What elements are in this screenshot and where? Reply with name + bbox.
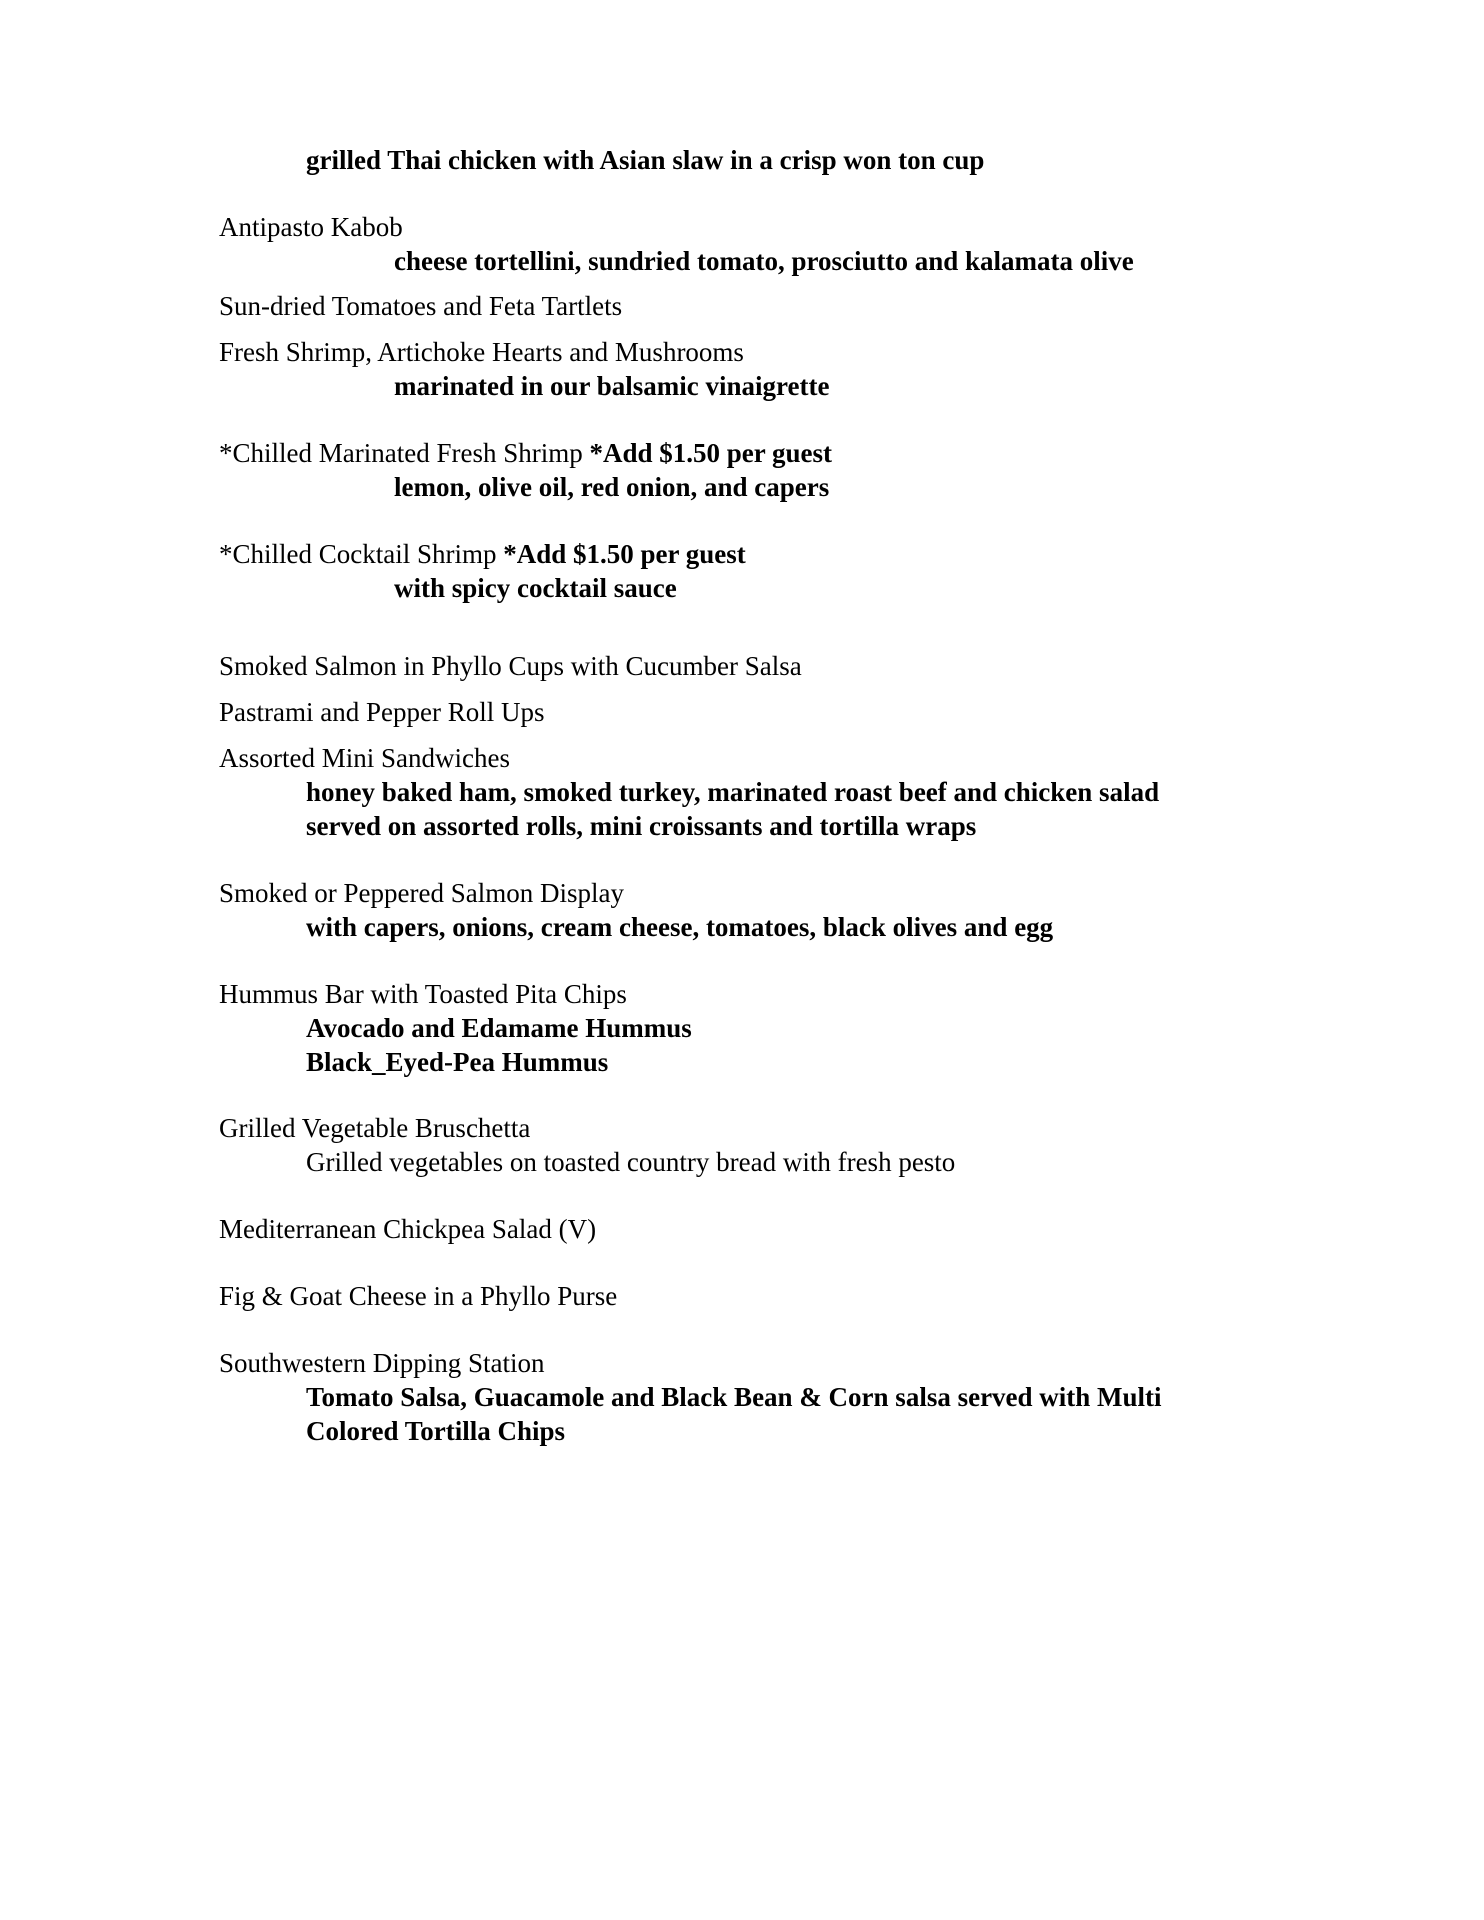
item-name: *Chilled Marinated Fresh Shrimp <box>219 438 590 468</box>
item-name: Smoked or Peppered Salmon Display <box>219 878 624 908</box>
item-description: Tomato Salsa, Guacamole and Black Bean & Corn salsa served with Multi <box>306 1382 1162 1412</box>
item-description: Black_Eyed-Pea Hummus <box>306 1047 609 1077</box>
item-name: Assorted Mini Sandwiches <box>219 743 510 773</box>
item-name: Antipasto Kabob <box>219 212 403 242</box>
item-description: with spicy cocktail sauce <box>394 573 677 603</box>
item-description: cheese tortellini, sundried tomato, prosciutto and kalamata olive <box>394 246 1134 276</box>
item-name: Mediterranean Chickpea Salad (V) <box>219 1214 597 1244</box>
item-name: Grilled Vegetable Bruschetta <box>219 1113 531 1143</box>
item-name: Fig & Goat Cheese in a Phyllo Purse <box>219 1281 618 1311</box>
item-name-line <box>219 436 832 470</box>
item-name: Fresh Shrimp, Artichoke Hearts and Mushrooms <box>219 337 744 367</box>
item-description: honey baked ham, smoked turkey, marinated roast beef and chicken salad <box>306 777 1160 807</box>
item-description: Colored Tortilla Chips <box>306 1416 566 1446</box>
item-description: Avocado and Edamame Hummus <box>306 1013 692 1043</box>
item-name: Smoked Salmon in Phyllo Cups with Cucumber Salsa <box>219 651 802 681</box>
item-description: served on assorted rolls, mini croissants and tortilla wraps <box>306 811 977 841</box>
item-name: Pastrami and Pepper Roll Ups <box>219 697 545 727</box>
surcharge-note: *Add $1.50 per guest <box>589 438 832 468</box>
item-name: Hummus Bar with Toasted Pita Chips <box>219 979 627 1009</box>
item-description: with capers, onions, cream cheese, tomatoes, black olives and egg <box>306 912 1054 942</box>
item-description: lemon, olive oil, red onion, and capers <box>394 472 830 502</box>
surcharge-note: *Add $1.50 per guest <box>503 539 746 569</box>
item-name: Sun-dried Tomatoes and Feta Tartlets <box>219 291 623 321</box>
item-description: Grilled vegetables on toasted country bread with fresh pesto <box>306 1147 956 1177</box>
item-description: grilled Thai chicken with Asian slaw in a crisp won ton cup <box>306 145 985 175</box>
item-description: marinated in our balsamic vinaigrette <box>394 371 830 401</box>
item-name: Southwestern Dipping Station <box>219 1348 545 1378</box>
item-name-line <box>219 537 746 571</box>
item-name: *Chilled Cocktail Shrimp <box>219 539 504 569</box>
